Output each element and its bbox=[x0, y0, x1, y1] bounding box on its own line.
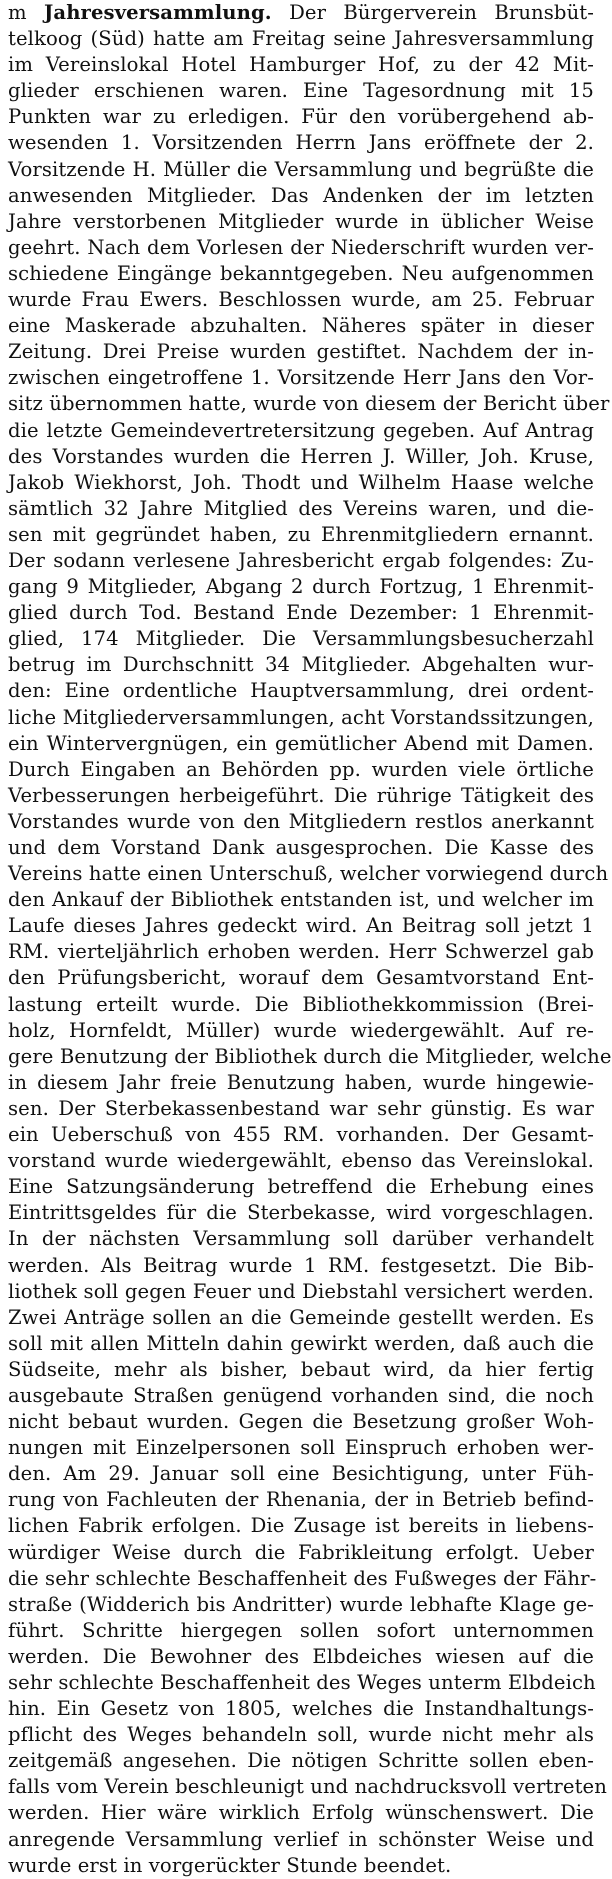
article-line: gere Benutzung der Bibliothek durch die Mitglieder, welche bbox=[8, 1044, 612, 1068]
article-line: schiedene Eingänge bekanntgegeben. Neu aufgenommen bbox=[8, 261, 594, 285]
article-line: ausgebaute Straßen genügend vorhanden sind, die noch bbox=[8, 1383, 594, 1407]
article-line: Durch Eingaben an Behörden pp. wurden viele örtliche bbox=[8, 757, 594, 781]
article-line: Jakob Wiekhorst, Joh. Thodt und Wilhelm Haase welche bbox=[8, 470, 594, 494]
article-line: zwischen eingetroffene 1. Vorsitzende Herr Jans den Vor- bbox=[8, 366, 594, 390]
article-line: Vereins hatte einen Unterschuß, welcher vorwiegend durch bbox=[8, 862, 609, 886]
article-line: den: Eine ordentliche Hauptversammlung, drei ordent- bbox=[8, 679, 594, 703]
article-line: RM. vierteljährlich erhoben werden. Herr Schwerzel gab bbox=[8, 940, 594, 964]
article-line: wurde Frau Ewers. Beschlossen wurde, am 25. Februar bbox=[8, 288, 594, 312]
article-line: vorstand wurde wiedergewählt, ebenso das Vereinslokal. bbox=[8, 1149, 594, 1173]
article-line: sitz übernommen hatte, wurde von diesem der Bericht über bbox=[8, 392, 610, 416]
article-line: pflicht des Weges behandeln soll, wurde nicht mehr als bbox=[8, 1723, 594, 1747]
article-line: hin. Ein Gesetz von 1805, welches die Instandhaltungs- bbox=[8, 1697, 594, 1721]
article-line: wesenden 1. Vorsitzenden Herrn Jans eröffnete der 2. bbox=[8, 131, 594, 155]
article-line: sen. Der Sterbekassenbestand war sehr günstig. Es war bbox=[8, 1096, 594, 1120]
article-line: In der nächsten Versammlung soll darüber verhandelt bbox=[8, 1227, 594, 1251]
article-line: nicht bebaut wurden. Gegen die Besetzung großer Woh- bbox=[8, 1410, 594, 1434]
article-line: Der sodann verlesene Jahresbericht ergab folgendes: Zu- bbox=[8, 548, 594, 572]
article-line: anregende Versammlung verlief in schönster Weise und bbox=[8, 1827, 594, 1851]
article-line: glied durch Tod. Bestand Ende Dezember: 1 Ehrenmit- bbox=[8, 601, 594, 625]
article-line: zeitgemäß angesehen. Die nötigen Schritte sollen eben- bbox=[8, 1749, 594, 1773]
article-line: liothek soll gegen Feuer und Diebstahl versichert werden. bbox=[8, 1279, 594, 1303]
article-line: anwesenden Mitglieder. Das Andenken der im letzten bbox=[8, 183, 594, 207]
article-line: würdiger Weise durch die Fabrikleitung erfolgt. Ueber bbox=[8, 1540, 594, 1564]
article-line: sämtlich 32 Jahre Mitglied des Vereins waren, und die- bbox=[8, 496, 594, 520]
article-line: und dem Vorstand Dank ausgesprochen. Die Kasse des bbox=[8, 836, 594, 859]
article-heading: Jahresversammlung. bbox=[44, 1, 272, 24]
article-first-line: m Jahresversammlung. Der Bürgerverein Brunsbüt- bbox=[8, 1, 594, 24]
article-line: Verbesserungen herbeigeführt. Die rührige Tätigkeit des bbox=[8, 783, 594, 807]
article-line: die sehr schlechte Beschaffenheit des Fußweges der Fähr- bbox=[8, 1566, 597, 1590]
article-line: liche Mitgliederversammlungen, acht Vorstandssitzungen, bbox=[8, 705, 594, 729]
article-line: nungen mit Einzelpersonen soll Einspruch erhoben wer- bbox=[8, 1436, 594, 1460]
article-line: Eintrittsgeldes für die Sterbekasse, wird vorgeschlagen. bbox=[8, 1201, 594, 1225]
article-line: Eine Satzungsänderung betreffend die Erhebung eines bbox=[8, 1175, 594, 1199]
article-line: lastung erteilt wurde. Die Bibliothekkommission (Brei- bbox=[8, 992, 594, 1016]
article-line: im Vereinslokal Hotel Hamburger Hof, zu der 42 Mit- bbox=[8, 53, 594, 77]
article-line: werden. Als Beitrag wurde 1 RM. festgesetzt. Die Bib- bbox=[8, 1253, 594, 1277]
article-line: werden. Hier wäre wirklich Erfolg wünschenswert. Die bbox=[8, 1801, 594, 1825]
article-line: glieder erschienen waren. Eine Tagesordnung mit 15 bbox=[8, 79, 594, 103]
article-line: soll mit allen Mitteln dahin gewirkt werden, daß auch die bbox=[8, 1331, 594, 1355]
article-line: Südseite, mehr als bisher, bebaut wird, da hier fertig bbox=[8, 1357, 594, 1381]
article-line: straße (Widderich bis Andritter) wurde lebhafte Klage ge- bbox=[8, 1592, 594, 1616]
article-line: geehrt. Nach dem Vorlesen der Niederschrift wurden ver- bbox=[8, 235, 594, 259]
article-line: sen mit gegründet haben, zu Ehrenmitgliedern ernannt. bbox=[8, 522, 594, 546]
article-line: lichen Fabrik erfolgen. Die Zusage ist bereits in liebens- bbox=[8, 1514, 594, 1538]
article-line: die letzte Gemeindevertretersitzung gegeben. Auf Antrag bbox=[8, 418, 594, 442]
article-line: ein Ueberschuß von 455 RM. vorhanden. Der Gesamt- bbox=[8, 1123, 594, 1147]
article-line: holz, Hornfeldt, Müller) wurde wiedergewählt. Auf re- bbox=[8, 1018, 594, 1042]
article-line: den Prüfungsbericht, worauf dem Gesamtvorstand Ent- bbox=[8, 966, 594, 990]
article-line: den. Am 29. Januar soll eine Besichtigung, unter Füh- bbox=[8, 1462, 594, 1486]
article-line: den Ankauf der Bibliothek entstanden ist, und welcher im bbox=[8, 888, 594, 912]
article-line: betrug im Durchschnitt 34 Mitglieder. Abgehalten wur- bbox=[8, 653, 594, 677]
article-line: eine Maskerade abzuhalten. Näheres später in dieser bbox=[8, 314, 594, 338]
article-line: Zwei Anträge sollen an die Gemeinde gestellt werden. Es bbox=[8, 1305, 594, 1329]
article-line: führt. Schritte hiergegen sollen sofort unternommen bbox=[8, 1618, 594, 1642]
article-line: Zeitung. Drei Preise wurden gestiftet. Nachdem der in- bbox=[8, 340, 594, 364]
article-line: ein Wintervergnügen, ein gemütlicher Abend mit Damen. bbox=[8, 731, 594, 755]
article-line: glied, 174 Mitglieder. Die Versammlungsbesucherzahl bbox=[8, 627, 594, 651]
article-line: in diesem Jahr freie Benutzung haben, wurde hingewie- bbox=[8, 1070, 594, 1094]
article-line: rung von Fachleuten der Rhenania, der in Betrieb befind- bbox=[8, 1488, 594, 1512]
article-line: Vorsitzende H. Müller die Versammlung und begrüßte die bbox=[8, 157, 594, 181]
article-line: sehr schlechte Beschaffenheit des Weges unterm Elbdeich bbox=[8, 1671, 596, 1694]
article-line: werden. Die Bewohner des Elbdeiches wiesen auf die bbox=[8, 1644, 594, 1668]
article-line: Jahre verstorbenen Mitglieder wurde in üblicher Weise bbox=[8, 209, 594, 233]
article-line: falls vom Verein beschleunigt und nachdrucksvoll vertreten bbox=[8, 1775, 607, 1799]
article-line: Punkten war zu erledigen. Für den vorübergehend ab- bbox=[8, 105, 594, 129]
article-line: Laufe dieses Jahres gedeckt wird. An Beitrag soll jetzt 1 bbox=[8, 914, 594, 938]
article-line: telkoog (Süd) hatte am Freitag seine Jahresversammlung bbox=[8, 27, 594, 51]
article-line: des Vorstandes wurden die Herren J. Willer, Joh. Kruse, bbox=[8, 444, 594, 468]
article-line: Vorstandes wurde von den Mitgliedern restlos anerkannt bbox=[8, 809, 594, 833]
article-line: gang 9 Mitglieder, Abgang 2 durch Fortzug, 1 Ehrenmit- bbox=[8, 575, 594, 599]
article-line: wurde erst in vorgerückter Stunde beendet. bbox=[8, 1853, 452, 1877]
article-body bbox=[8, 0, 612, 1879]
